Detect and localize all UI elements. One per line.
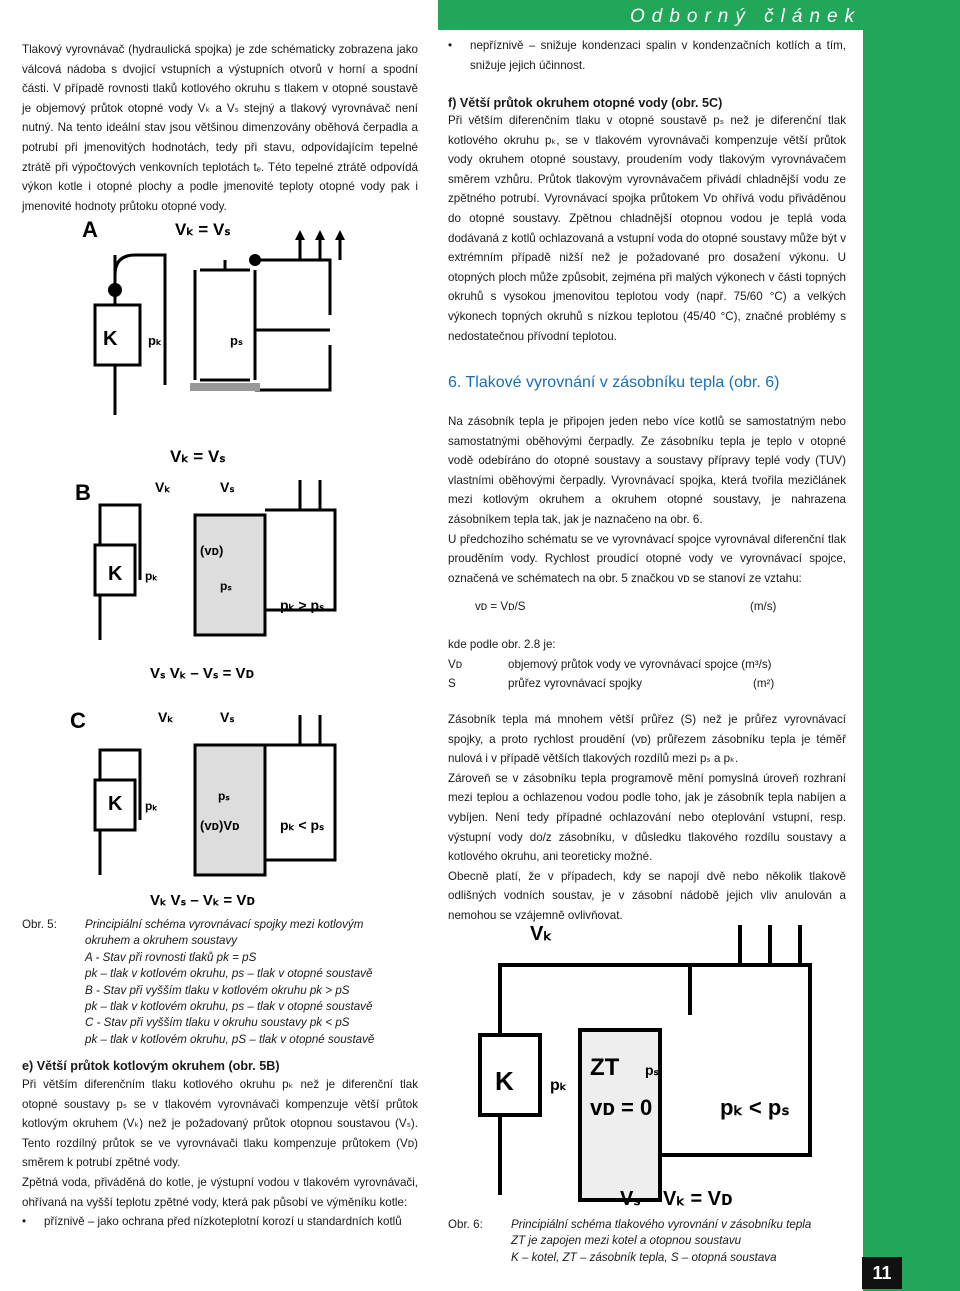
diagram-a-letter: A [82,217,98,242]
svg-text:Vₖ: Vₖ [158,709,174,725]
svg-text:ZT: ZT [590,1054,620,1081]
diagram-6 [470,915,850,1215]
svg-text:K: K [108,563,123,585]
svg-text:pₖ < pₛ: pₖ < pₛ [280,817,325,833]
bullet-item: • příznivě – jako ochrana před nízkoteplotní korozí u standardních kotlů [22,1212,418,1232]
svg-text:pₖ < pₛ: pₖ < pₛ [720,1095,790,1120]
caption-obr5: Obr. 5: Principiální schéma vyrovnávací spojky mezi kotlovým okruhem a okruhem soustavy A - Stav při rovnosti tlaků pk = pS pk – tlak v kotlovém okruhu, ps – tlak v otopné soustavě B - Stav při vyšším tlaku v kotlovém okruhu pk > pS pk – tlak v kotlovém okruhu, ps – tlak v otopné soustavě C - Stav při vyšším tlaku v okruhu soustavy pk < pS pk – tlak v kotlovém okruhu, pS – tlak v otopné soustavě [22,918,375,1046]
svg-text:Vₖ Vₛ – Vₖ = Vᴅ: Vₖ Vₛ – Vₖ = Vᴅ [150,892,255,909]
paragraph-zasobnik: Zásobník tepla má mnohem větší průřez (S) než je průřez vyrovnávací spojky, a proto rychlost proudění (vᴅ) průřezem zásobníku tepla je téměř nulová i v případě větších tlakových rozdílů mezi pₛ a pₖ. Zároveň se v zásobníku tepla programově mění pomyslná úroveň rozhraní mezi teplou a ochlazenou vodou podle toho, jak je zásobník tepla nabíjen a vybíjen. Není tedy případné ochlazování nebo oteplování vstupní, resp. výstupní vody do/z zásobníku, v důsledku tlakového rozdílu soustavy a kotlového okruhu, ani teoreticky možné. Obecně platí, že v případech, kdy se napojí dvě nebo několik tlakově odlišných vodních soustav, je v zásobní nádobě jejich vliv anulován a nemohou se vzájemně ovlivňovat. [448,713,846,922]
svg-text:Vₛ: Vₛ [220,479,235,495]
paragraph-e: Při větším diferenčním tlaku kotlového okruhu pₖ než je diferenční tlak otopné soustavy pₛ se v tlakovém vyrovnávači kompenzuje větší průtok kotlovým okruhem (Vₖ) než je požadovaný průtok otopnou soustavou (Vₛ). Tento rozdílný průtok se ve vyrovnávači tlaku kompenzuje průtokem (Vᴅ) směrem k potrubí zpětné vody. Zpětná voda, přiváděná do kotle, je výstupní vodou v tlakovém vyrovnávači, ohřívaná na vyšší teplotu zpětné vody, která pak působí ve výměníku kotle: • příznivě – jako ochrana před nízkoteplotní korozí u standardních kotlů [22,1075,418,1232]
svg-text:pₖ: pₖ [550,1077,567,1094]
svg-text:(vᴅ)Vᴅ: (vᴅ)Vᴅ [200,818,240,833]
intro-paragraph [22,40,418,216]
section-header: Odborný článek [630,6,862,27]
svg-text:C: C [70,708,86,733]
pump-icon [108,283,122,297]
paragraph-6: Na zásobník tepla je připojen jeden nebo více kotlů se samostatným nebo samostatnými oběhovými čerpadly. Ze zásobníku tepla je teplo v otopné vodě odebíráno do otopné soustavy a soustavy přípravy teplé vody (TUV) vlastními oběhovými čerpadly. Vyrovnávací spojka, která tvořila mezičlánek mezi kotlovým okruhem a okruhem otopné soustavy, je nahrazena zásobníkem tepla tak, jak je naznačeno na obr. 6. U předchozího schématu se ve vyrovnávací spojce vyrovnával diferenční tlak prouděním vody. Rychlost proudící otopné vody ve vyrovnávací spojce, označená ve schématech na obr. 5 značkou vᴅ se stanoví ze vztahu: [448,415,846,585]
diagram-a [80,215,410,415]
boiler-label: K [103,328,118,350]
svg-text:Vₛ Vₖ – Vₛ = Vᴅ: Vₛ Vₖ – Vₛ = Vᴅ [150,665,255,682]
svg-text:Vₛ – Vₖ = Vᴅ: Vₛ – Vₖ = Vᴅ [620,1188,733,1210]
svg-text:Vₖ = Vₛ: Vₖ = Vₛ [170,447,226,466]
bullet-top: • nepříznivě – snižuje kondenzaci spalin v kondenzačních kotlích a tím, snižuje jejich účinnost. [448,36,846,75]
svg-text:pₖ: pₖ [148,333,162,348]
svg-text:pₖ: pₖ [145,799,158,813]
svg-text:vᴅ = 0: vᴅ = 0 [590,1095,653,1120]
caption-label: Obr. 5: [22,918,57,931]
heading-e: e) Větší průtok kotlovým okruhem (obr. 5B) [22,1059,280,1073]
green-side-bar [863,0,960,1291]
svg-text:pₛ: pₛ [220,579,232,593]
definitions: kde podle obr. 2.8 je: Vᴅ objemový průtok vody ve vyrovnávací spojce (m³/s) S průřez vyrovnávací spojky (m²) [448,638,775,691]
heading-f: f) Větší průtok okruhem otopné vody (obr. 5C) [448,96,723,110]
svg-text:pₖ: pₖ [145,569,158,583]
caption-obr6: Obr. 6: Principiální schéma tlakového vyrovnání v zásobníku tepla ZT je zapojen mezi kotel a otopnou soustavu K – kotel, ZT – zásobník tepla, S – otopná soustava [448,1218,812,1264]
svg-text:K: K [108,793,123,815]
svg-text:pₛ: pₛ [218,789,230,803]
svg-text:pₛ: pₛ [230,333,243,348]
formula: vᴅ = Vᴅ/S (m/s) [475,600,777,613]
svg-text:Vₖ: Vₖ [530,923,552,945]
heading-6: 6. Tlakové vyrovnání v zásobníku tepla (obr. 6) [448,374,780,391]
diagram-b [70,440,400,690]
diagram-c [70,700,400,910]
paragraph-f: Při větším diferenčním tlaku v otopné soustavě pₛ než je diferenční tlak kotlového okruhu pₖ, se v tlakovém vyrovnávači kompenzuje větší průtok vody okruhem otopné soustavy, proudením vody tlakovým vyrovnávačem směrem vzhůru. Průtok tlakovým vyrovnávačem přivádí chladnější vodu ze zpětného potrubí. Vyrovnávací spojka průtokem Vᴅ ohřívá vodu přiváděnou do otopné soustavy. Zpětnou chladnější otopnou vodou je teplá voda dodávaná z kotlů ochlazovaná a vstupní voda do otopné soustavy může být v extrémním případě nižší než je požadované pro dosažení výkonu. U otopných ploch může způsobit, zejména při malých výkonech v části topných okruhů s vysokou jmenovitou teplotou vody (např. 75/60 °C) a velkých výkonech topných okruhů s nízkou teplotou (45/40 °C), značné problémy s nedostatečnou přívodní teplotou. [448,114,846,343]
intro-text: Tlakový vyrovnávač (hydraulická spojka) je zde schématicky zobrazena jako válcová nádoba s dvojicí vstupních a výstupních otvorů v horní a spodní části. V případě rovnosti tlaků kotlového okruhu s tlakem v otopné soustavě je objemový průtok otopné vody Vₖ a Vₛ stejný a tlakový vyrovnávač není nutný. Na tento ideální stav jsou většinou dimenzovány oběhová čerpadla a potrubí při jmenovitých hodnotách, tedy při stavu, odpovídajícím tepelné ztrátě při výpočtových venkovních teplotách tₑ. Této tepelné ztrátě odpovídá výkon kotle i otopné plochy a podle jmenovité teploty otopné vody pak i jmenovité hodnoty průtoku otopné vody. [22,43,418,213]
page-number: 11 [862,1257,902,1289]
svg-text:Vₛ: Vₛ [220,709,235,725]
svg-text:K: K [495,1066,514,1096]
diagram-a-flow: Vₖ = Vₛ [175,220,231,239]
svg-text:Vₖ: Vₖ [155,479,171,495]
svg-text:(vᴅ): (vᴅ) [200,543,224,558]
svg-text:pₖ > pₛ: pₖ > pₛ [280,597,325,613]
svg-text:pₛ: pₛ [645,1062,659,1078]
svg-text:B: B [75,480,91,505]
